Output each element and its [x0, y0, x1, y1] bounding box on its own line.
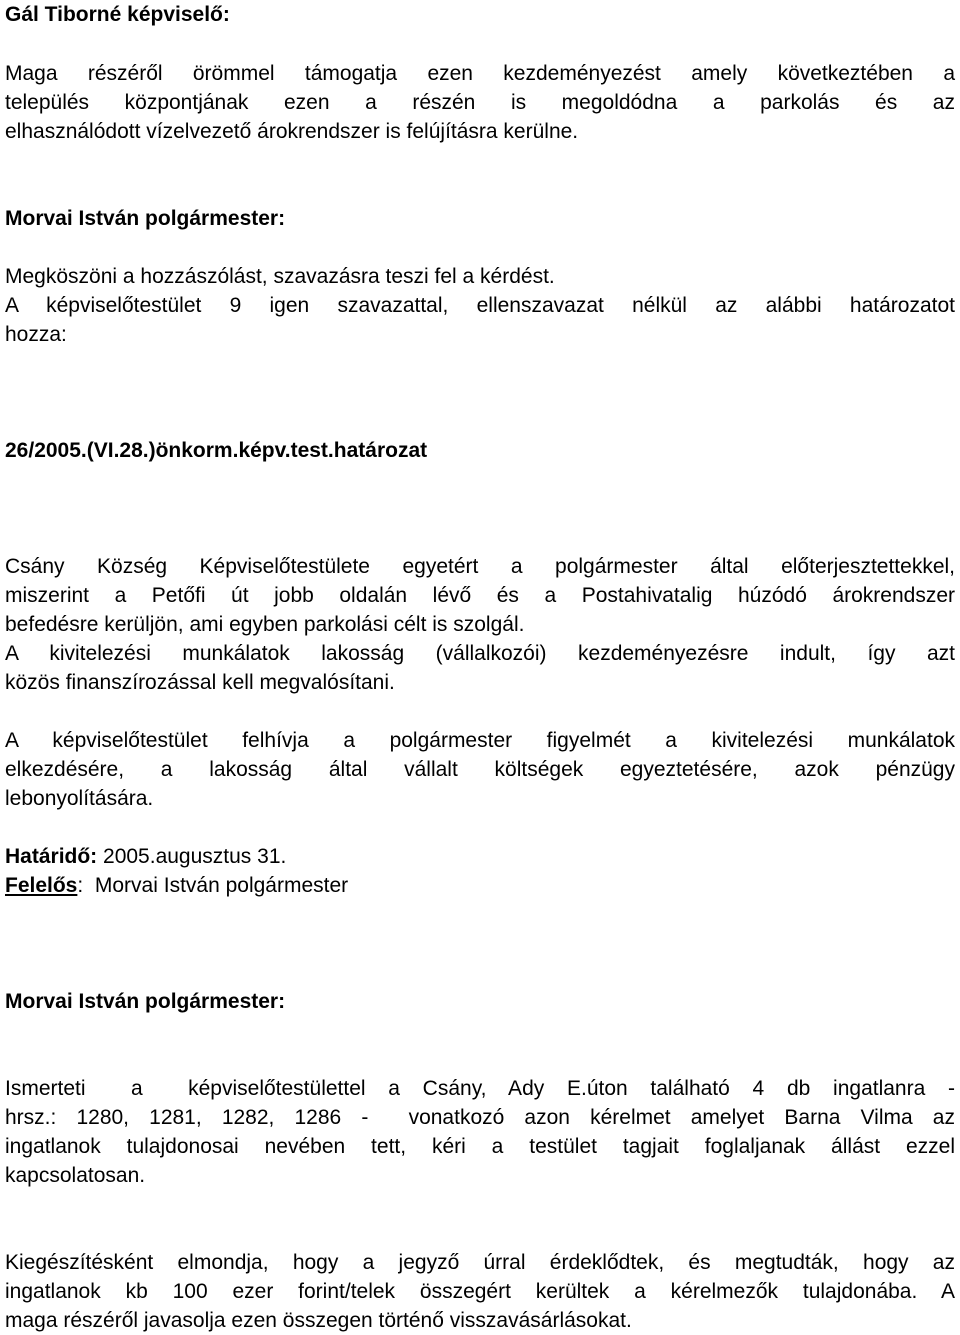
resolution-line: A képviselőtestület felhívja a polgármester figyelmét a kivitelezési munkálatok: [5, 729, 955, 752]
deadline-value: 2005.augusztus 31.: [97, 845, 287, 868]
paragraph-line: elhasználódott vízelvezető árokrendszer is felújításra kerülne.: [5, 120, 579, 143]
paragraph-line: ingatlanok kb 100 ezer forint/telek összegért kerültek a kérelmezők tulajdonába. A: [5, 1280, 955, 1303]
paragraph-line: ingatlanok tulajdonosai nevében tett, kéri a testület tagjait foglaljanak állást ezzel: [5, 1135, 955, 1158]
responsible-row: [5, 871, 955, 900]
responsible-label: Felelős: [5, 874, 78, 897]
resolution-line: befedésre kerüljön, ami egyben parkolási célt is szolgál.: [5, 613, 525, 636]
speaker-heading-morvai: Morvai István polgármester:: [5, 207, 286, 230]
paragraph-line: Megköszöni a hozzászólást, szavazásra teszi fel a kérdést.: [5, 265, 555, 288]
responsible-colon: :: [77, 874, 84, 897]
resolution-number: 26/2005.(VI.28.)önkorm.képv.test.határozat: [5, 439, 428, 462]
paragraph-line: hrsz.: 1280, 1281, 1282, 1286 - vonatkozó azon kérelmet amelyet Barna Vilma az: [5, 1106, 955, 1129]
deadline-row: [5, 842, 955, 871]
paragraph-line: település központjának ezen a részén is megoldódna a parkolás és az: [5, 91, 955, 114]
deadline-label: Határidő:: [5, 845, 98, 868]
paragraph-line: Ismerteti a képviselőtestülettel a Csány, Ady E.úton található 4 db ingatlanra -: [5, 1077, 955, 1100]
resolution-line: elkezdésére, a lakosság által vállalt költségek egyeztetésére, azok pénzügy: [5, 758, 955, 781]
vote-line: hozza:: [5, 323, 67, 346]
speaker-heading-morvai-2: Morvai István polgármester:: [5, 990, 286, 1013]
vote-line: A képviselőtestület 9 igen szavazattal, ellenszavazat nélkül az alábbi határozatot: [5, 294, 955, 317]
speaker-heading-gal: Gál Tiborné képviselő:: [5, 3, 230, 26]
paragraph-line: Kiegészítésként elmondja, hogy a jegyző úrral érdeklődtek, és megtudták, hogy az: [5, 1251, 955, 1274]
resolution-line: Csány Község Képviselőtestülete egyetért a polgármester által előterjesztettekkel,: [5, 555, 955, 578]
responsible-value: Morvai István polgármester: [83, 874, 349, 897]
resolution-line: lebonyolítására.: [5, 787, 154, 810]
paragraph-line: maga részéről javasolja ezen összegen történő visszavásárlásokat.: [5, 1309, 632, 1332]
paragraph-line: Maga részéről örömmel támogatja ezen kezdeményezést amely következtében a: [5, 62, 955, 85]
resolution-line: miszerint a Petőfi út jobb oldalán lévő és a Postahivatalig húzódó árokrendszer: [5, 584, 955, 607]
resolution-line: közös finanszírozással kell megvalósítani.: [5, 671, 395, 694]
paragraph-line: kapcsolatosan.: [5, 1164, 146, 1187]
resolution-line: A kivitelezési munkálatok lakosság (vállalkozói) kezdeményezésre indult, így azt: [5, 642, 955, 665]
